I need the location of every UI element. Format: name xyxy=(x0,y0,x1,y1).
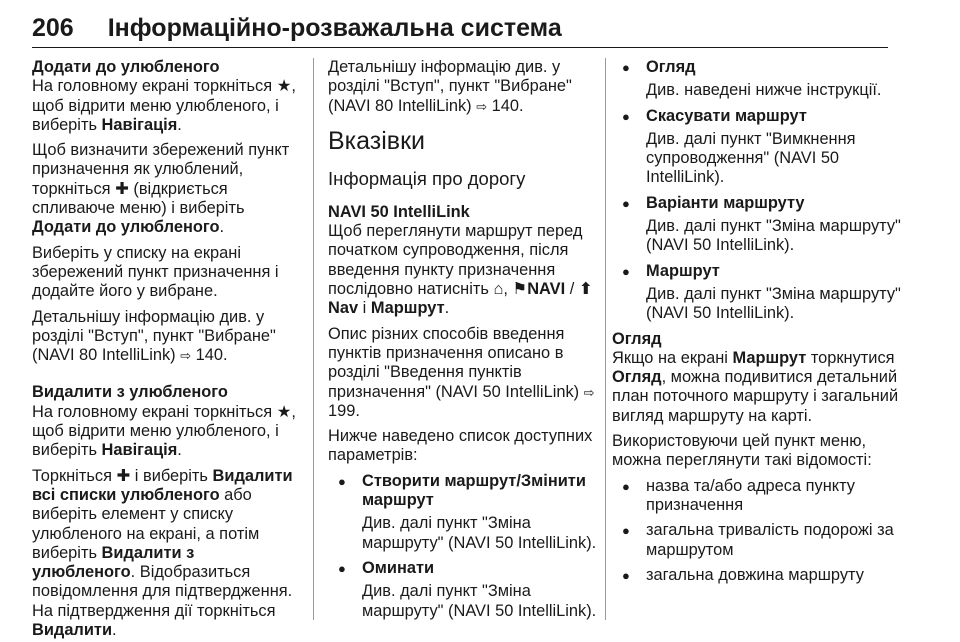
list-item: ● Створити маршрут/Змінити маршрут Див. далі пункт "Зміна маршруту" (NAVI 50 IntelliLink). xyxy=(328,472,600,553)
paragraph: Детальнішу інформацію див. у розділі "Вступ", пункт "Вибране" (NAVI 80 IntelliLink) ⇨ 140. xyxy=(328,58,572,115)
list-item: ● Маршрут Див. далі пункт "Зміна маршруту" (NAVI 50 IntelliLink). xyxy=(612,262,902,324)
plus-icon: ✚ xyxy=(115,179,129,198)
star-icon: ★ xyxy=(276,77,292,96)
reference-arrow-icon: ⇨ xyxy=(180,348,192,364)
options-list xyxy=(612,58,902,324)
page-header xyxy=(32,4,888,48)
page-number: 206 xyxy=(32,14,74,42)
page-title: Інформаційно-розважальна система xyxy=(107,14,562,42)
column-divider-2 xyxy=(605,58,606,620)
column-2 xyxy=(328,58,600,627)
paragraph: Використовуючи цей пункт меню, можна переглянути такі відомості: xyxy=(612,432,872,470)
section-heading-guidance: Вказівки xyxy=(328,126,425,155)
paragraph: Якщо на екрані Маршрут торкнутися Огляд, можна подивитися детальний план поточного маршруту і загальний вигляд маршруту на карті. xyxy=(612,348,899,425)
system-label: NAVI 50 IntelliLink xyxy=(328,202,470,221)
paragraph: Нижче наведено список доступних параметрів: xyxy=(328,427,593,465)
options-list xyxy=(328,472,600,621)
column-1 xyxy=(32,58,302,642)
star-icon: ★ xyxy=(276,402,292,421)
list-item: ● Варіанти маршруту Див. далі пункт "Зміна маршруту" (NAVI 50 IntelliLink). xyxy=(612,194,902,256)
nav-arrow-icon: ⬆ xyxy=(578,280,593,299)
list-item: ● загальна тривалість подорожі за маршрутом xyxy=(612,521,902,560)
home-icon: ⌂ xyxy=(493,280,504,299)
paragraph: Торкніться ✚ і виберіть Видалити всі списки улюбленого або виберіть елемент у списку улюбленого на екрані, а потім виберіть Видалити з улюбленого. Відобразиться повідомлення для підтвердження. На підтвердження дії торкніться Видалити. xyxy=(32,466,293,640)
section-title-delete-favourite: Видалити з улюбленого xyxy=(32,383,228,402)
reference-arrow-icon: ⇨ xyxy=(583,384,595,400)
column-divider-1 xyxy=(313,58,314,620)
list-item: ● загальна довжина маршруту xyxy=(612,566,902,585)
list-item: ● Скасувати маршрут Див. далі пункт "Вимкнення супроводження" (NAVI 50 IntelliLink). xyxy=(612,107,902,188)
column-3 xyxy=(612,58,902,591)
paragraph: Опис різних способів введення пунктів призначення описано в розділі "Введення пунктів призначення" (NAVI 50 IntelliLink) ⇨ 199. xyxy=(328,324,595,420)
paragraph: Виберіть у списку на екрані збережений пункт призначення і додайте його у вибране. xyxy=(32,243,279,301)
paragraph: На головному екрані торкніться ★, щоб відрити меню улюбленого, і виберіть Навігація. xyxy=(32,77,296,134)
paragraph: Детальнішу інформацію див. у розділі "Вступ", пункт "Вибране" (NAVI 80 IntelliLink) ⇨ 140. xyxy=(32,307,276,365)
section-title-overview: Огляд xyxy=(612,329,662,348)
paragraph: На головному екрані торкніться ★, щоб відрити меню улюбленого, і виберіть Навігація. xyxy=(32,402,296,460)
plus-icon: ✚ xyxy=(116,466,131,485)
subsection-heading-route-info: Інформація про дорогу xyxy=(328,167,526,189)
list-item: ● Оминати Див. далі пункт "Зміна маршруту" (NAVI 50 IntelliLink). xyxy=(328,559,600,621)
paragraph: Щоб переглянути маршрут перед початком супроводження, після введення пункту призначення послідовно натисніть ⌂, ⚑NAVI / ⬆Nav і Маршрут. xyxy=(328,222,593,318)
info-list xyxy=(612,477,902,585)
list-item: ● Огляд Див. наведені нижче інструкції. xyxy=(612,58,902,101)
reference-arrow-icon: ⇨ xyxy=(476,98,488,114)
paragraph: Щоб визначити збережений пункт призначення як улюблений, торкніться ✚ (відкриється спливаюче меню) і виберіть Додати до улюбленого. xyxy=(32,141,290,237)
section-title-add-favourite: Додати до улюбленого xyxy=(32,58,220,76)
flag-icon: ⚑ xyxy=(512,280,528,299)
list-item: ● назва та/або адреса пункту призначення xyxy=(612,477,902,516)
